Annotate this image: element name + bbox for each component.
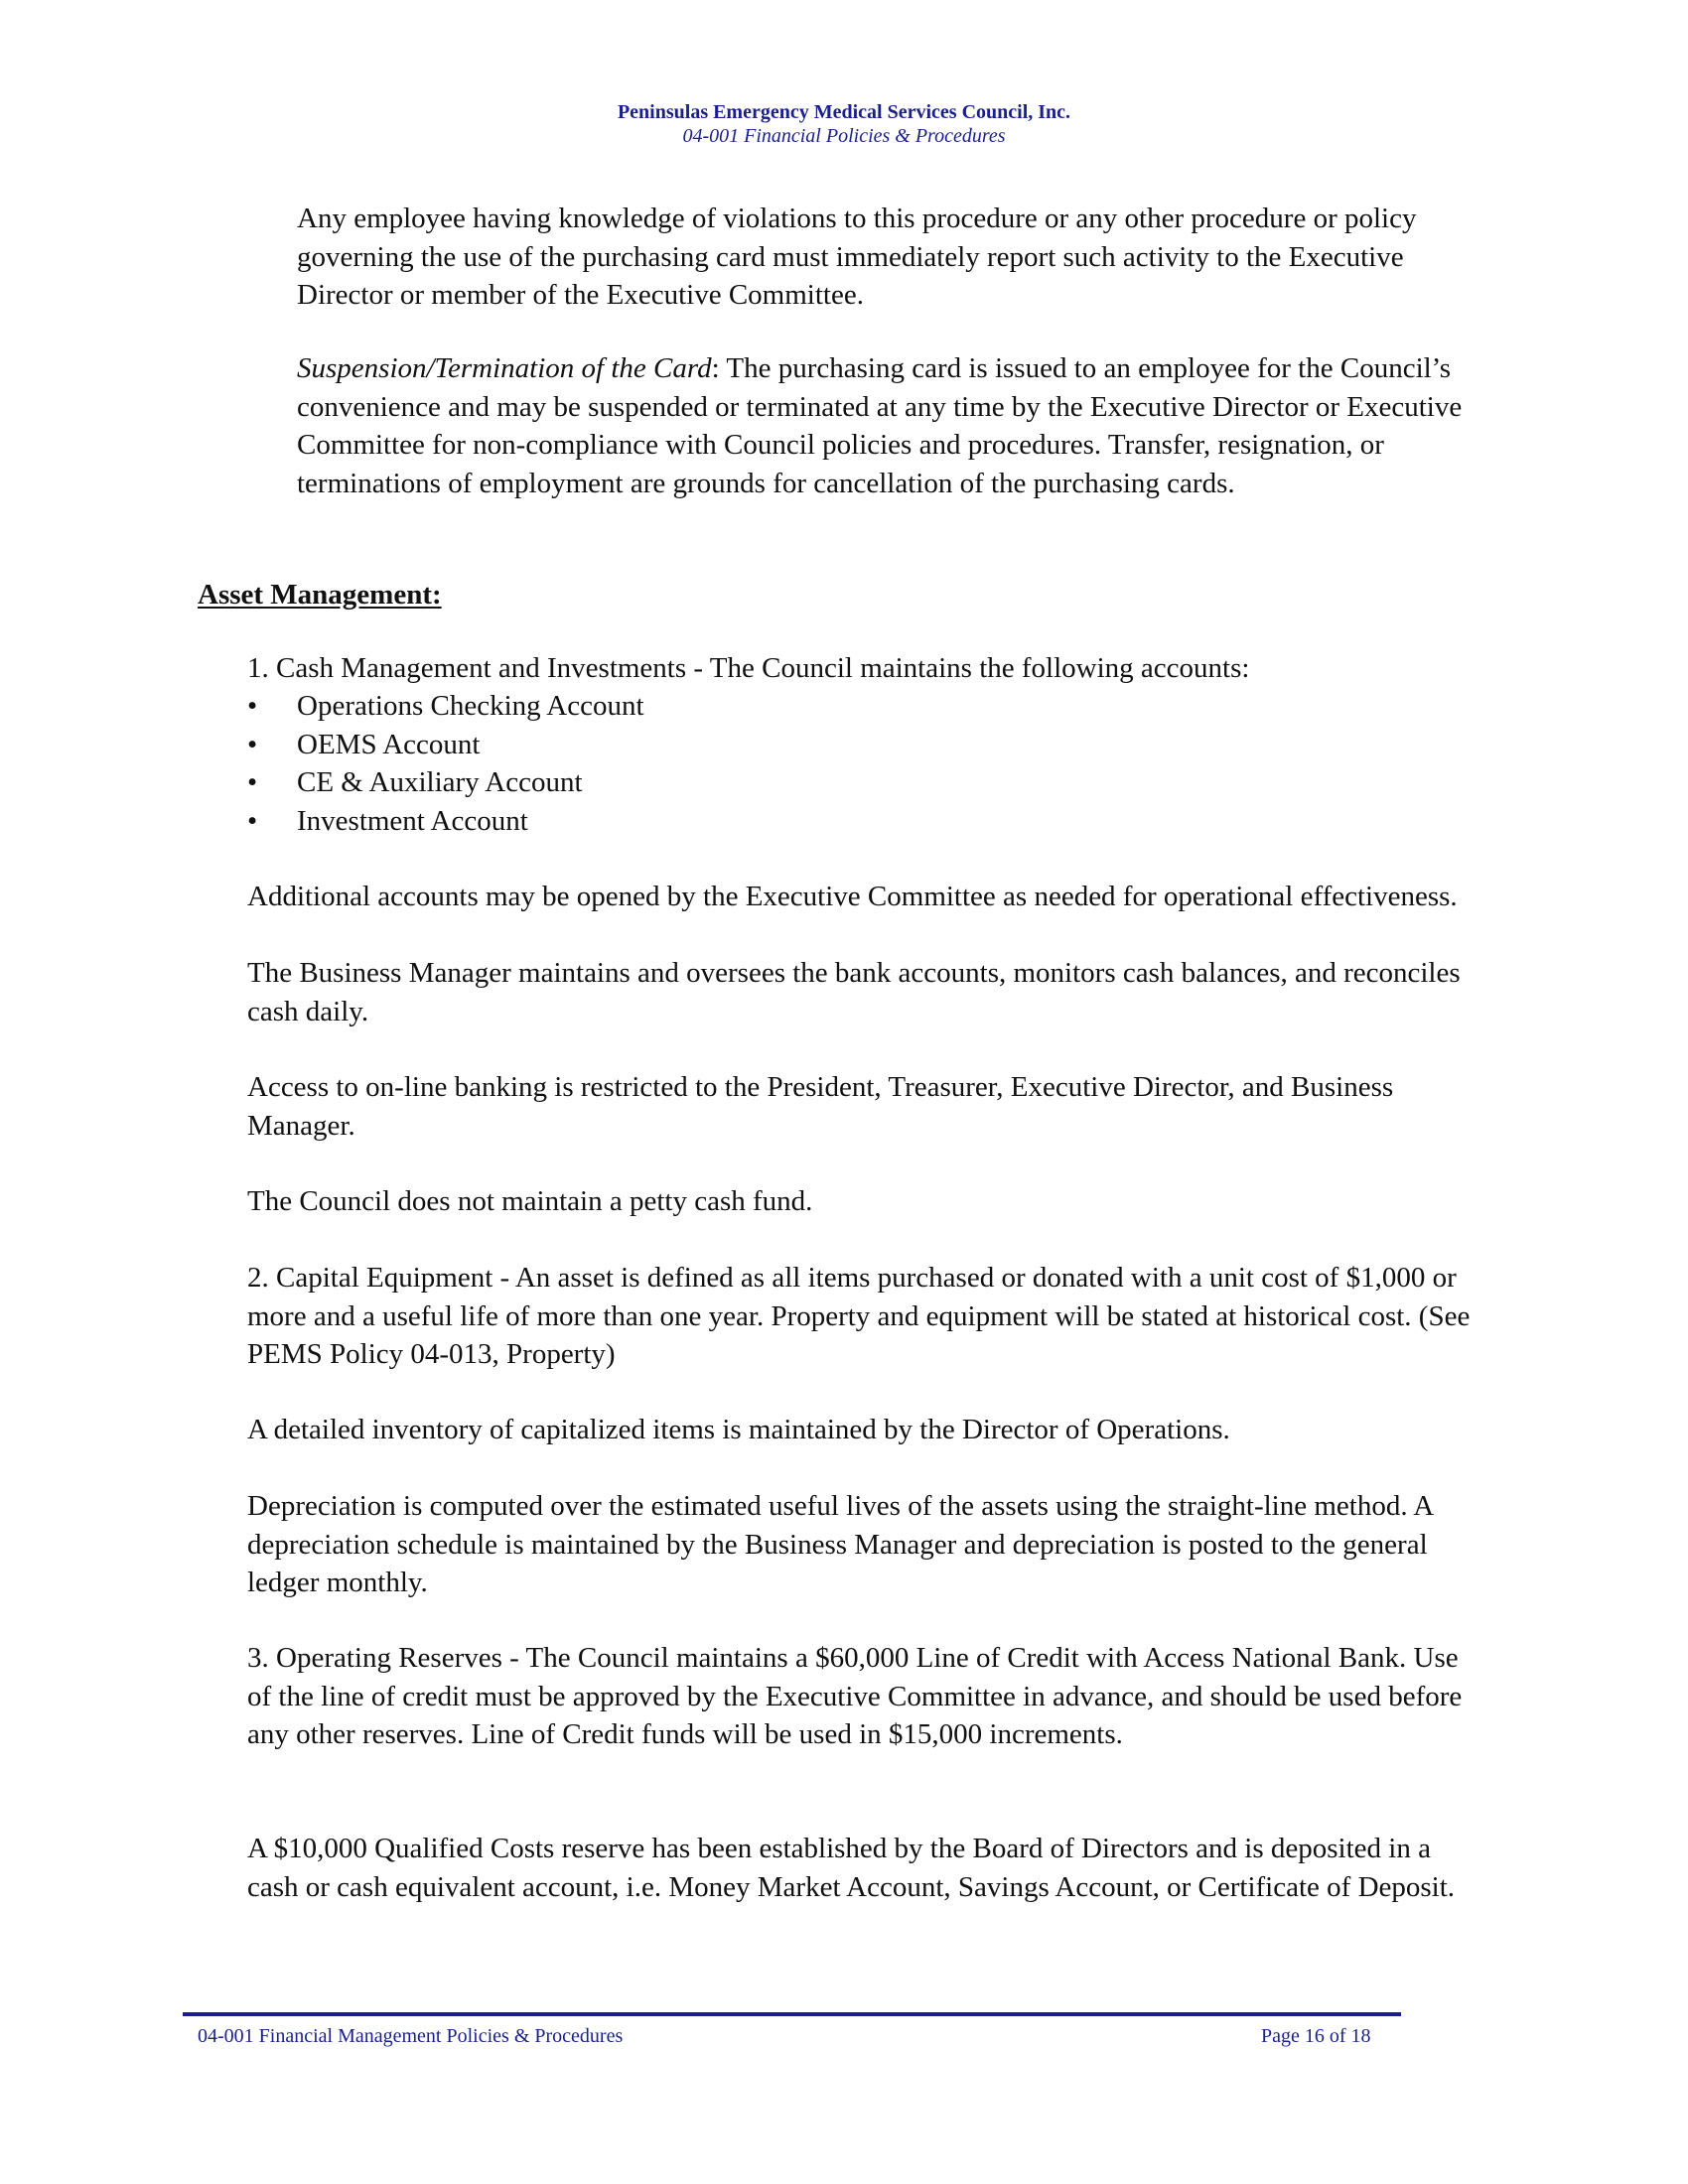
qualified-costs-paragraph: A $10,000 Qualified Costs reserve has been established by the Board of Directors and is deposited in a cash or cash equivalent account, i.e. Money Market Account, Savings Account, or Certificate of Deposit. — [247, 1833, 1456, 1903]
document-title: 04-001 Financial Policies & Procedures — [682, 125, 1006, 147]
suspension-paragraph — [297, 349, 1488, 502]
inventory-paragraph: A detailed inventory of capitalized items is maintained by the Director of Operations. — [247, 1414, 1230, 1445]
bullet-icon: • — [247, 766, 258, 798]
suspension-text: The purchasing card is issued to an employee for the Council’s convenience and may be suspended or terminated at any time by the Executive Director or Executive Committee for non-compliance with Council policies and procedures. Transfer, resignation, or terminations of employment are grounds for cancellation of the purchasing cards. — [297, 352, 1463, 499]
accounts-list — [247, 687, 644, 840]
account-name: Operations Checking Account — [297, 690, 644, 722]
account-name: CE & Auxiliary Account — [297, 766, 583, 798]
bullet-icon: • — [247, 804, 258, 837]
bullet-icon: • — [247, 690, 258, 722]
business-manager-paragraph: The Business Manager maintains and oversees the bank accounts, monitors cash balances, and reconciles cash daily. — [247, 957, 1461, 1027]
suspension-title: Suspension/Termination of the Card — [297, 352, 712, 384]
list-item — [247, 726, 644, 764]
suspension-colon: : — [711, 352, 720, 384]
organization-name: Peninsulas Emergency Medical Services Council, Inc. — [617, 101, 1071, 123]
account-name: OEMS Account — [297, 728, 481, 760]
bullet-icon: • — [247, 728, 258, 760]
footer-divider — [183, 2012, 1401, 2016]
capital-equipment-paragraph: 2. Capital Equipment - An asset is defined as all items purchased or donated with a unit cost of $1,000 or more and a useful life of more than one year. Property and equipment will be stated at historical cost. (See PEMS Policy 04-013, Property) — [247, 1262, 1471, 1370]
page-number: Page 16 of 18 — [1261, 2025, 1371, 2047]
list-item — [247, 802, 644, 841]
item1-intro: 1. Cash Management and Investments - The Council maintains the following accounts: — [247, 652, 1250, 684]
page-header — [0, 100, 1688, 148]
depreciation-paragraph: Depreciation is computed over the estimated useful lives of the assets using the straight-line method. A depreciation schedule is maintained by the Business Manager and depreciation is posted to the general ledger monthly. — [247, 1490, 1433, 1598]
operating-reserves-paragraph: 3. Operating Reserves - The Council maintains a $60,000 Line of Credit with Access National Bank. Use of the line of credit must be approved by the Executive Committee in advance, and should be used before any other reserves. Line of Credit funds will be used in $15,000 increments. — [247, 1642, 1463, 1750]
list-item — [247, 687, 644, 726]
online-banking-paragraph: Access to on-line banking is restricted to the President, Treasurer, Executive Director, and Business Manager. — [247, 1071, 1394, 1142]
additional-accounts-paragraph: Additional accounts may be opened by the Executive Committee as needed for operational effectiveness. — [247, 881, 1458, 912]
footer-document-title: 04-001 Financial Management Policies & Procedures — [198, 2025, 624, 2047]
petty-cash-paragraph: The Council does not maintain a petty cash fund. — [247, 1185, 813, 1217]
account-name: Investment Account — [297, 804, 528, 837]
asset-management-heading: Asset Management: — [198, 579, 442, 611]
report-violations-paragraph: Any employee having knowledge of violations to this procedure or any other procedure or policy governing the use of the purchasing card must immediately report such activity to the Executive Director or member of the Executive Committee. — [297, 203, 1417, 311]
list-item — [247, 763, 644, 802]
